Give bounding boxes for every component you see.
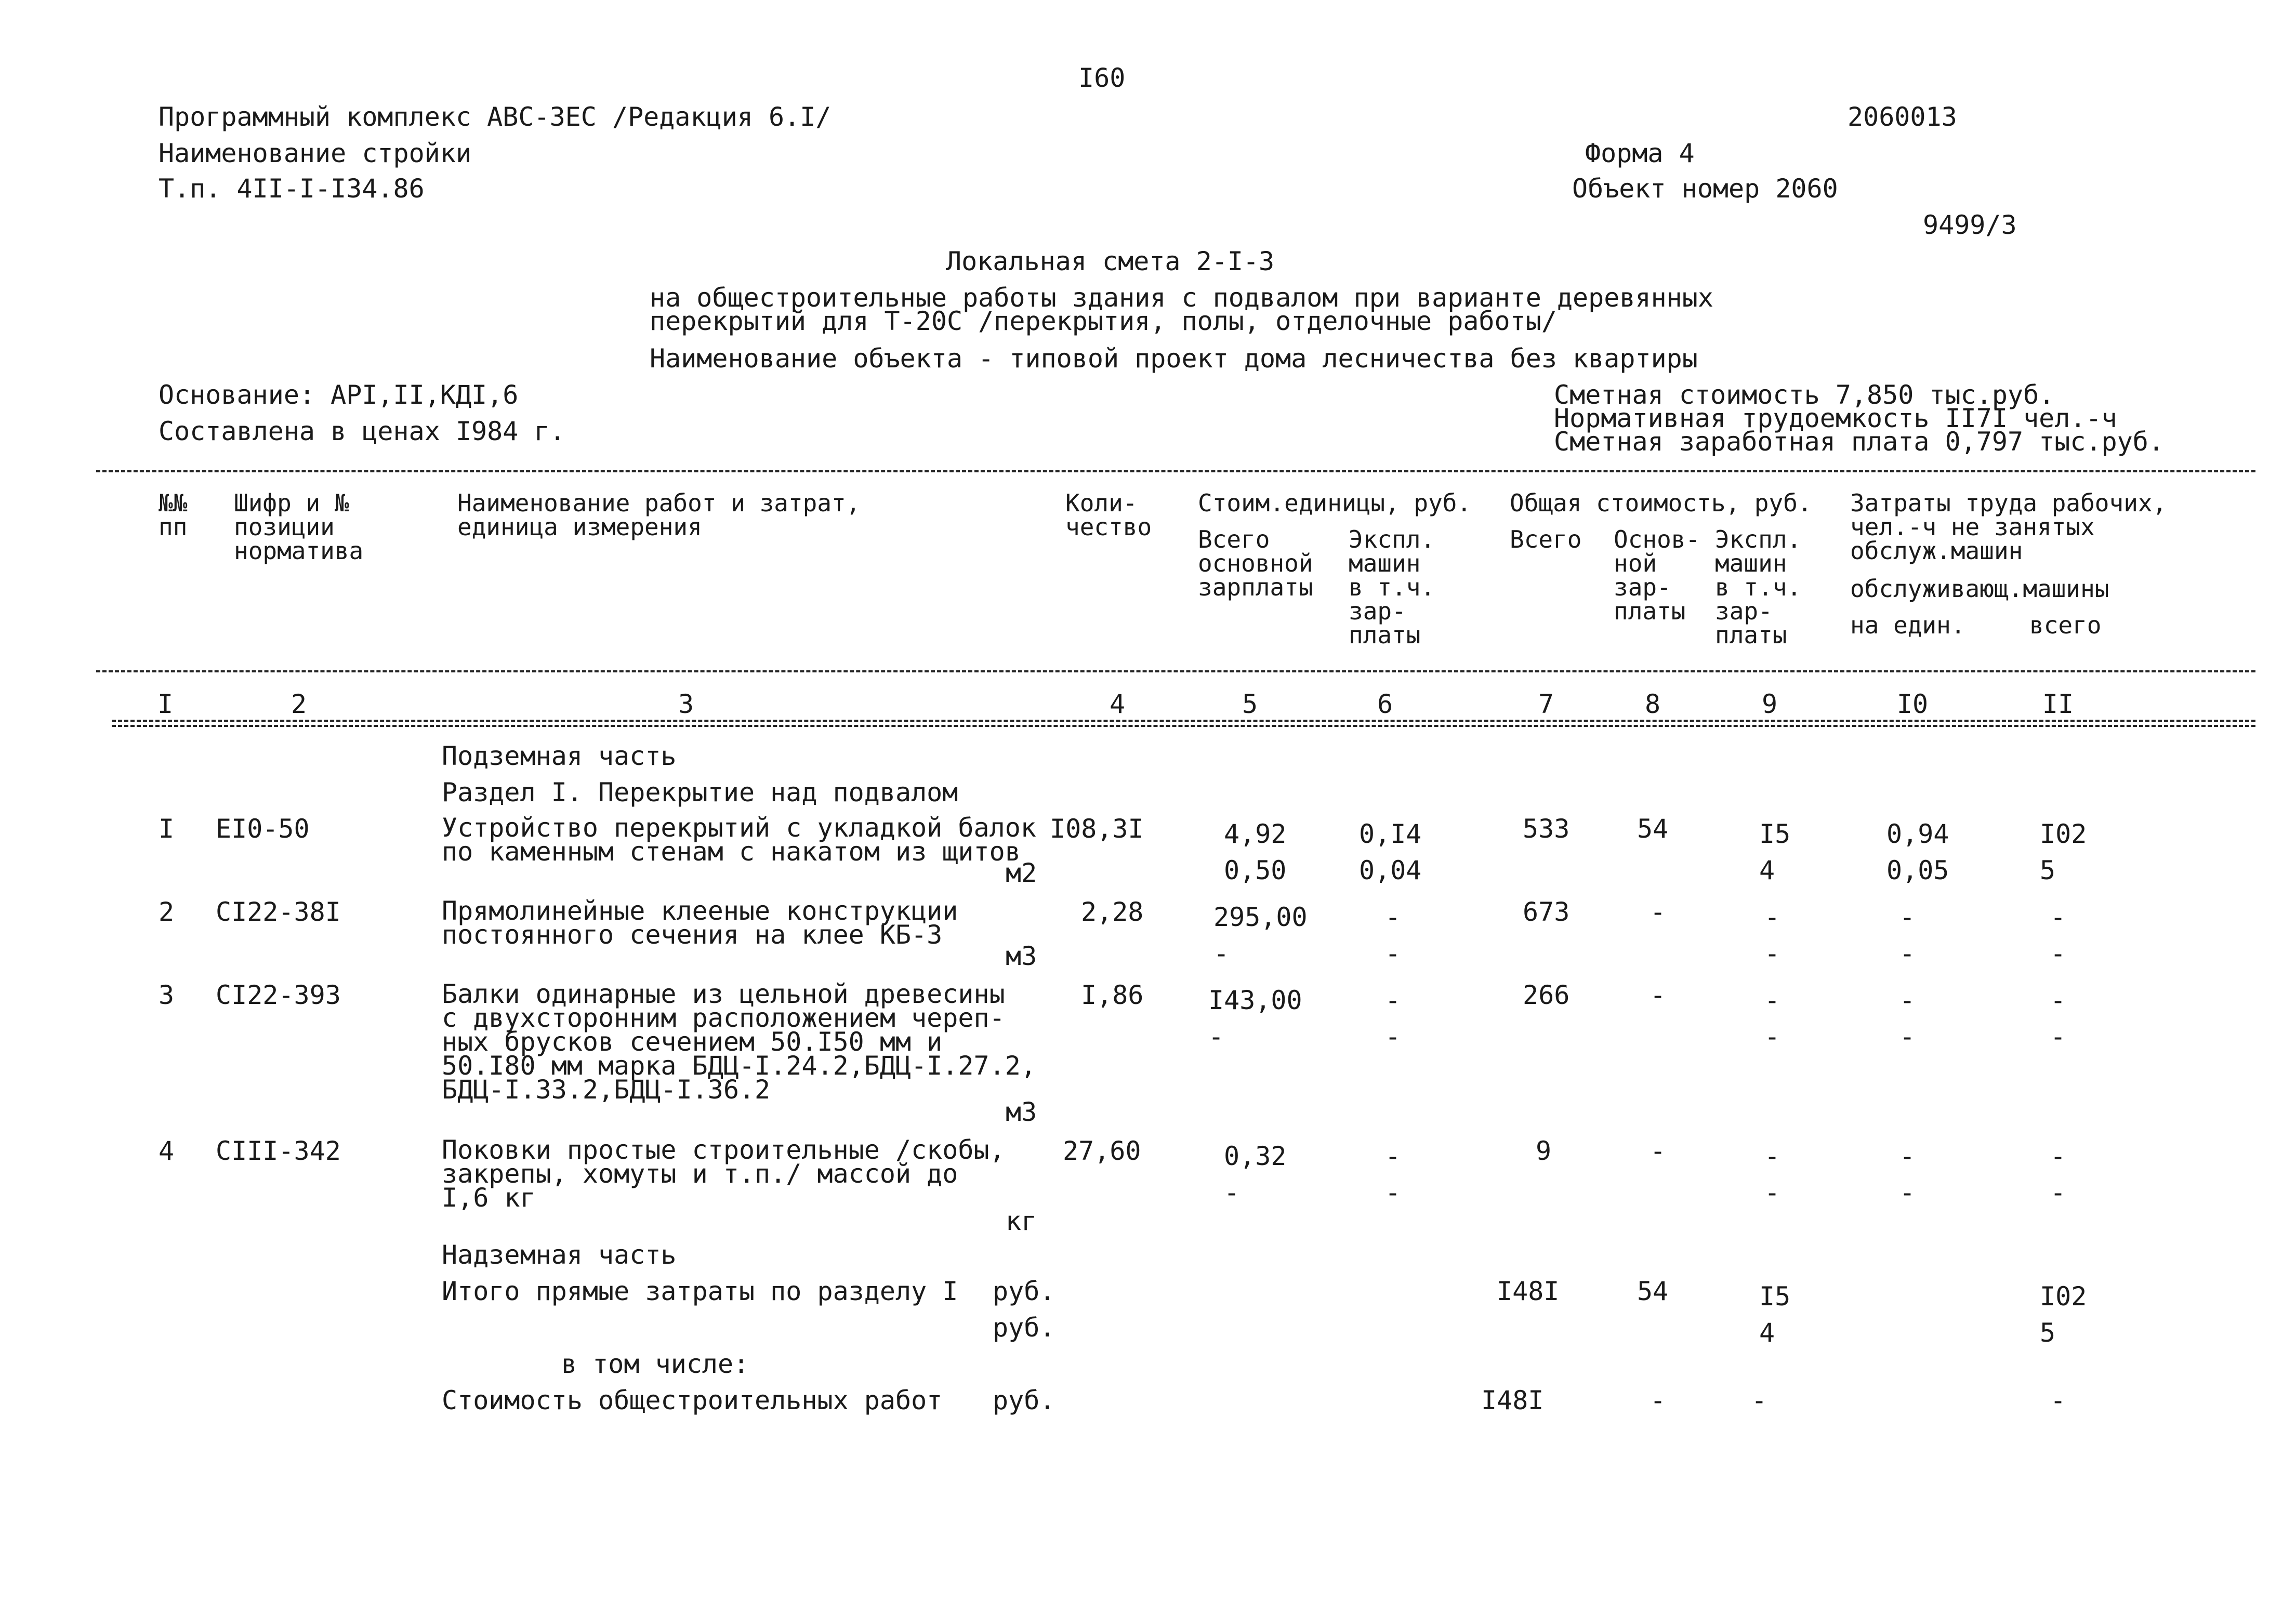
object-number: Объект номер 2060 (1572, 174, 1838, 204)
header-top-rule (96, 470, 2255, 472)
tp-label: Т.п. 4II-I-I34.86 (159, 174, 425, 204)
header-total-cost-group: Общая стоимость, руб. (1510, 489, 1812, 517)
row-4-code: СIII-342 (216, 1136, 341, 1166)
row-4-qty: 27,60 (1063, 1136, 1141, 1166)
row-3-c6: - - (1385, 985, 1401, 1052)
row-3-name: Балки одинарные из цельной древесины с двухсторонним расположением череп- ных брусков сечением 50.I50 мм и 50.I80 мм марка БДЦ-I.24.2,БДЦ-I.27.2, БДЦ-I.33.2,БДЦ-I.36.2 (442, 979, 1036, 1105)
row-2-num: 2 (159, 897, 175, 927)
row-3-num: 3 (159, 980, 175, 1010)
row-2-c11: - - (2050, 902, 2066, 969)
colnum-top-rule (112, 720, 2255, 722)
row-4-c8: - (1650, 1136, 1666, 1166)
column-number: 5 (1242, 689, 1258, 719)
direct-costs-c7: I48I (1497, 1276, 1560, 1306)
header-labor-group: Затраты труда рабочих, чел.-ч не занятых обслуж.машин (1850, 489, 2167, 565)
header-col-7: Всего (1510, 525, 1582, 553)
row-2-code: СI22-38I (216, 897, 341, 927)
row-4-c10: - - (1899, 1141, 1916, 1208)
general-works-c9: - (1751, 1385, 1767, 1415)
row-4-c5: 0,32 - (1224, 1141, 1287, 1208)
row-3-c11: - - (2050, 985, 2066, 1052)
colnum-bottom-rule (112, 725, 2255, 727)
row-3-c8: - (1650, 980, 1666, 1010)
general-works-label: Стоимость общестроительных работ (442, 1385, 943, 1415)
row-2-c6: - - (1385, 902, 1401, 969)
row-3-c10: - - (1899, 985, 1916, 1052)
general-works-c11: - (2050, 1385, 2066, 1415)
row-4-c11: - - (2050, 1141, 2066, 1208)
column-number: 7 (1538, 689, 1554, 719)
row-1-c7: 533 (1523, 814, 1570, 844)
section-aboveground: Надземная часть (442, 1240, 677, 1270)
column-number: 4 (1109, 689, 1126, 719)
header-col-code: Шифр и № позиции норматива (234, 489, 364, 565)
header-col-6: Экспл. машин в т.ч. зар- платы (1349, 525, 1435, 649)
basis-line: Основание: АРI,II,КДI,6 (159, 380, 519, 410)
column-number: 6 (1377, 689, 1393, 719)
column-number: 2 (291, 689, 307, 719)
general-works-c8: - (1650, 1385, 1666, 1415)
construction-label: Наименование стройки (159, 138, 472, 168)
estimate-subtitle-2: перекрытий для Т-20С /перекрытия, полы, отделочные работы/ (650, 306, 1557, 336)
header-col-qty: Коли- чество (1065, 489, 1152, 541)
direct-costs-unit-2: руб. (993, 1313, 1055, 1343)
row-3-c7: 266 (1523, 980, 1570, 1010)
row-1-c6: 0,I4 0,04 (1359, 819, 1422, 885)
general-works-unit: руб. (993, 1385, 1055, 1415)
page-number: I60 (1078, 63, 1126, 93)
doc-code: 9499/3 (1923, 210, 2017, 240)
row-3-c9: - - (1764, 985, 1780, 1052)
header-col-num: №№ пп (159, 489, 188, 541)
row-1-name: Устройство перекрытий с укладкой балок по каменным стенам с накатом из щитов (442, 813, 1036, 867)
row-2-c9: - - (1764, 902, 1780, 969)
header-col-11: всего (2029, 611, 2102, 639)
column-number: 8 (1644, 689, 1661, 719)
form-label: Форма 4 (1585, 138, 1695, 168)
row-4-c7: 9 (1536, 1136, 1552, 1166)
header-unit-cost-group: Стоим.единицы, руб. (1198, 489, 1472, 517)
row-3-c5: I43,00 - (1208, 985, 1302, 1052)
estimated-cost: Сметная стоимость 7,850 тыс.руб. (1554, 380, 2055, 410)
row-2-c10: - - (1899, 902, 1916, 969)
row-3-qty: I,86 (1081, 980, 1144, 1010)
direct-costs-c11: I02 5 (2040, 1281, 2087, 1348)
section-underground: Подземная часть (442, 741, 677, 771)
row-1-c10: 0,94 0,05 (1886, 819, 1949, 885)
direct-costs-label: Итого прямые затраты по разделу I (442, 1276, 958, 1306)
row-1-c8: 54 (1637, 814, 1669, 844)
including-label: в том числе: (561, 1349, 749, 1379)
header-bottom-rule (96, 670, 2255, 672)
row-4-num: 4 (159, 1136, 175, 1166)
header-col-10: на един. (1850, 611, 1965, 639)
row-1-c11: I02 5 (2040, 819, 2087, 885)
header-col-8: Основ- ной зар- платы (1614, 525, 1700, 625)
header-col-9: Экспл. машин в т.ч. зар- платы (1715, 525, 1802, 649)
labor-intensity: Нормативная трудоемкость II7I чел.-ч (1554, 403, 2117, 433)
row-1-num: I (159, 814, 175, 844)
header-labor-sub: обслуживающ.машины (1850, 575, 2109, 603)
column-number: 9 (1761, 689, 1778, 719)
column-number: II (2042, 689, 2074, 719)
direct-costs-unit-1: руб. (993, 1276, 1055, 1306)
column-number: 3 (678, 689, 694, 719)
row-2-name: Прямолинейные клееные конструкции постоянного сечения на клее КБ-3 (442, 896, 958, 950)
column-number: I0 (1896, 689, 1929, 719)
row-1-c9: I5 4 (1759, 819, 1791, 885)
row-1-c5: 4,92 0,50 (1224, 819, 1287, 885)
row-2-qty: 2,28 (1081, 897, 1144, 927)
header-col-name: Наименование работ и затрат, единица измерения (457, 489, 861, 541)
row-3-unit: м3 (1006, 1097, 1037, 1127)
direct-costs-c8: 54 (1637, 1276, 1669, 1306)
program-name: Программный комплекс АВС-3ЕС /Редакция 6.I/ (159, 102, 832, 132)
row-1-qty: I08,3I (1050, 814, 1144, 844)
estimate-subtitle-1: на общестроительные работы здания с подвалом при варианте деревянных (650, 283, 1713, 313)
direct-costs-c9: I5 4 (1759, 1281, 1791, 1348)
object-name: Наименование объекта - типовой проект дома лесничества без квартиры (650, 343, 1698, 374)
row-4-unit: кг (1006, 1206, 1037, 1236)
row-2-unit: м3 (1006, 941, 1037, 971)
estimated-wages: Сметная заработная плата 0,797 тыс.руб. (1554, 427, 2164, 457)
section-1-title: Раздел I. Перекрытие над подвалом (442, 777, 958, 807)
column-number: I (157, 689, 174, 719)
row-1-code: ЕI0-50 (216, 814, 310, 844)
row-4-c6: - - (1385, 1141, 1401, 1208)
row-4-c9: - - (1764, 1141, 1780, 1208)
prices-line: Составлена в ценах I984 г. (159, 416, 565, 446)
document-code: 2060013 (1848, 102, 1957, 132)
general-works-c7: I48I (1481, 1385, 1544, 1415)
row-1-unit: м2 (1006, 858, 1037, 888)
row-2-c8: - (1650, 897, 1666, 927)
header-col-5: Всего основной зарплаты (1198, 525, 1313, 601)
row-2-c5: 295,00 - (1213, 902, 1308, 969)
row-2-c7: 673 (1523, 897, 1570, 927)
row-4-name: Поковки простые строительные /скобы, закрепы, хомуты и т.п./ массой до I,6 кг (442, 1135, 1005, 1213)
row-3-code: СI22-393 (216, 980, 341, 1010)
estimate-title: Локальная смета 2-I-3 (946, 246, 1275, 276)
